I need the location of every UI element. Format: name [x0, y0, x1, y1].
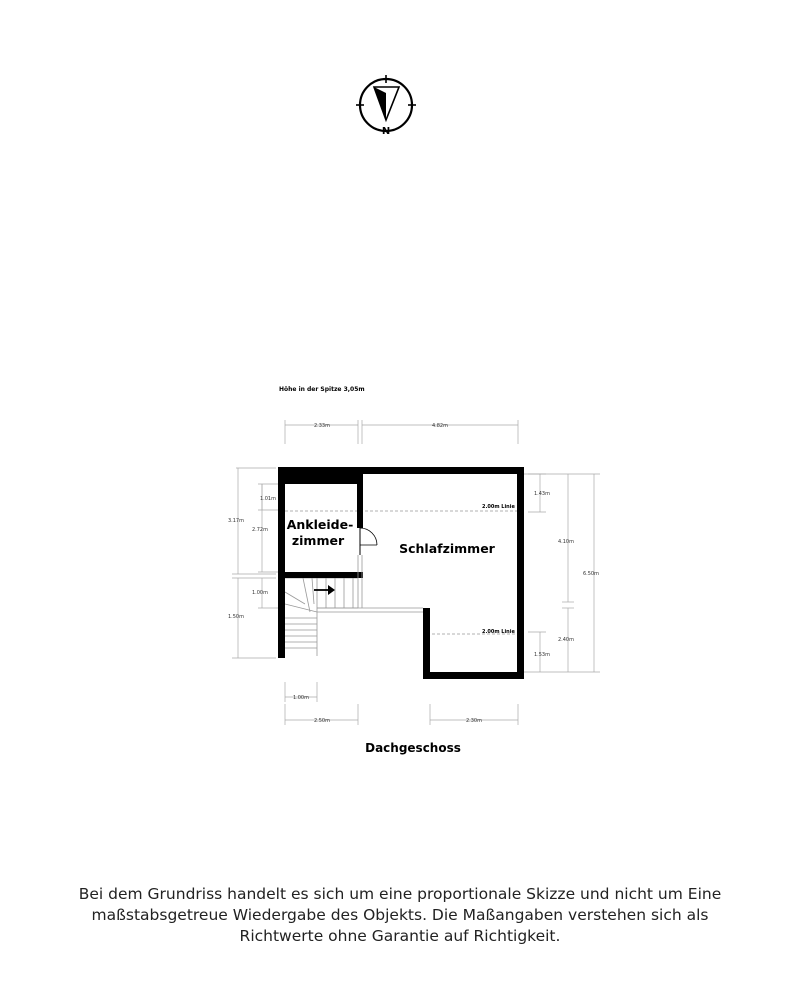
room-label-ankleide-line2: zimmer	[291, 533, 345, 548]
dim-bottom-right: 2.30m	[465, 718, 483, 724]
dim-right-inner-upper: 4.10m	[557, 539, 575, 545]
dim-bottom-stairs: 1.00m	[292, 695, 310, 701]
height-line-lower-label: 2.00m Linie	[482, 629, 515, 635]
dim-right-inner-bottom: 1.53m	[533, 652, 551, 658]
room-label-ankleide-line1: Ankleide-	[286, 517, 354, 532]
dim-top-left: 2.33m	[313, 423, 331, 429]
dim-bottom-left: 2.50m	[313, 718, 331, 724]
dim-left-inner-mid: 2.72m	[251, 527, 269, 533]
height-note: Höhe in der Spitze 3,05m	[279, 386, 365, 393]
disclaimer-line-1: Bei dem Grundriss handelt es sich um eine proportionale Skizze und nicht um Eine	[78, 885, 722, 903]
disclaimer-line-2: maßstabsgetreue Wiedergabe des Objekts. Die Maßangaben verstehen sich als	[91, 906, 709, 924]
disclaimer-line-3: Richtwerte ohne Garantie auf Richtigkeit.	[239, 927, 561, 945]
dim-right-inner-lower: 2.40m	[557, 637, 575, 643]
compass-north-label: N	[381, 126, 391, 137]
dim-left-inner-top: 1.01m	[259, 496, 277, 502]
dim-left-inner-stairs: 1.00m	[251, 590, 269, 596]
dim-left-lower: 1.50m	[227, 614, 245, 620]
floor-title: Dachgeschoss	[365, 741, 461, 755]
dim-right-inner-top: 1.43m	[533, 491, 551, 497]
room-label-schlafzimmer: Schlafzimmer	[399, 541, 495, 556]
dim-top-right: 4.82m	[431, 423, 449, 429]
wall-partitions	[317, 555, 423, 612]
disclaimer	[40, 884, 760, 947]
walls	[278, 467, 524, 679]
compass-icon	[356, 75, 416, 137]
height-line-upper-label: 2.00m Linie	[482, 504, 515, 510]
dim-left-upper: 3.17m	[227, 518, 245, 524]
door-icon	[360, 528, 377, 555]
dim-right-outer: 6.50m	[582, 571, 600, 577]
